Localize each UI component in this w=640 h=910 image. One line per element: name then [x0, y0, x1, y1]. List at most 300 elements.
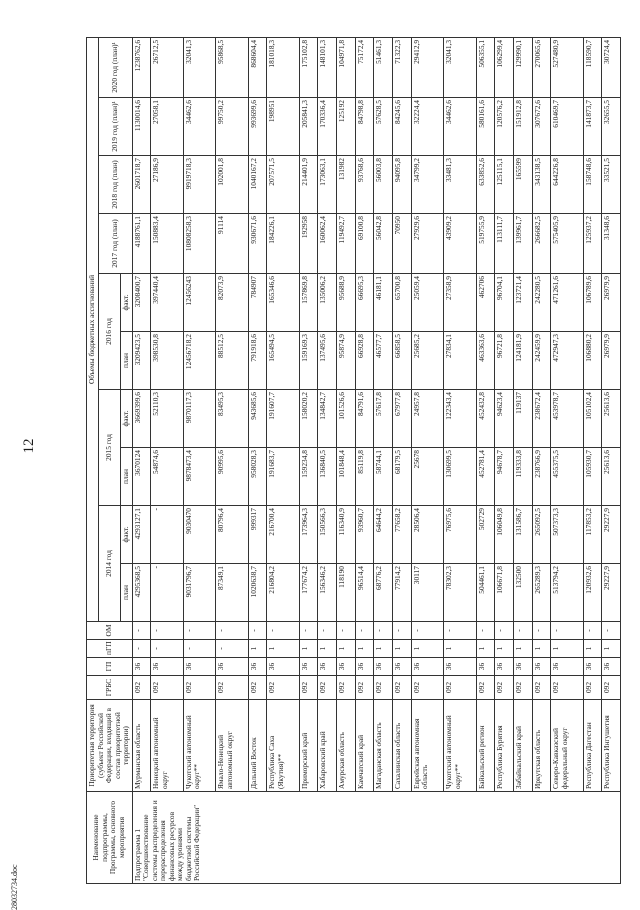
value-cell: 34462,6 — [444, 98, 476, 156]
table-row — [551, 37, 583, 883]
value-cell: 29227,9 — [602, 506, 621, 564]
header-2020: 2020 год (план)¹ — [98, 37, 132, 97]
value-cell: 66695,3 — [355, 274, 374, 332]
gp-cell: 36 — [267, 658, 299, 676]
value-cell: 95688,9 — [337, 274, 356, 332]
gp-cell: 36 — [411, 658, 443, 676]
territory-cell: Чукотский автономный округ** — [444, 700, 476, 792]
pgp-cell: 1 — [299, 640, 318, 658]
value-cell: 159234,8 — [299, 448, 318, 506]
value-cell: 452432,8 — [476, 390, 495, 448]
value-cell: 242459,9 — [532, 332, 551, 390]
pgp-cell: 1 — [318, 640, 337, 658]
value-cell: 158020,2 — [299, 390, 318, 448]
value-cell: 96514,4 — [355, 564, 374, 622]
value-cell: 136840,5 — [318, 448, 337, 506]
value-cell: 4293127,1 — [132, 506, 151, 564]
value-cell: 70950 — [392, 214, 411, 274]
value-cell: 343138,5 — [532, 156, 551, 214]
value-cell: 580161,6 — [476, 98, 495, 156]
value-cell: 3669399,6 — [132, 390, 151, 448]
table-row — [216, 37, 248, 883]
value-cell: 462706 — [476, 274, 495, 332]
pgp-cell: 1 — [495, 640, 514, 658]
table-row — [267, 37, 299, 883]
territory-cell: Ямало-Ненецкий автономный округ — [216, 700, 248, 792]
value-cell: 170336,4 — [318, 98, 337, 156]
gp-cell: 36 — [299, 658, 318, 676]
value-cell: 184226,1 — [267, 214, 299, 274]
value-cell: 77658,2 — [392, 506, 411, 564]
territory-cell: Амурская область — [337, 700, 356, 792]
header-2014-plan: план — [121, 564, 133, 622]
gp-cell: 36 — [183, 658, 215, 676]
pgp-cell: 1 — [583, 640, 602, 658]
grbs-cell: 092 — [299, 676, 318, 700]
value-cell: 58744,1 — [374, 448, 393, 506]
value-cell: 4295368,5 — [132, 564, 151, 622]
value-cell: 51461,3 — [374, 37, 393, 97]
gp-cell: 36 — [248, 658, 267, 676]
table-row — [495, 37, 514, 883]
om-cell: - — [476, 622, 495, 640]
value-cell: 191607,7 — [267, 390, 299, 448]
value-cell: 29227,9 — [602, 564, 621, 622]
grbs-cell: 092 — [476, 676, 495, 700]
value-cell: 27186,9 — [151, 156, 183, 214]
value-cell: 94678,7 — [495, 448, 514, 506]
table-row — [392, 37, 411, 883]
value-cell: 1238762,6 — [132, 37, 151, 97]
value-cell: 125937,2 — [583, 214, 602, 274]
gp-cell: 36 — [602, 658, 621, 676]
gp-cell: 36 — [216, 658, 248, 676]
gp-cell: 36 — [532, 658, 551, 676]
value-cell: 83495,3 — [216, 390, 248, 448]
value-cell: 265092,5 — [532, 506, 551, 564]
value-cell: 26712,5 — [151, 37, 183, 97]
gp-cell: 36 — [476, 658, 495, 676]
value-cell: 34799,2 — [411, 156, 443, 214]
territory-cell: Забайкальский край — [513, 700, 532, 792]
pgp-cell: - — [216, 640, 248, 658]
header-2017: 2017 год (план) — [98, 214, 132, 274]
value-cell: 105930,7 — [583, 448, 602, 506]
table-row — [151, 37, 183, 883]
value-cell: 106789,6 — [583, 274, 602, 332]
value-cell: 54874,6 — [151, 448, 183, 506]
value-cell: 463363,6 — [476, 332, 495, 390]
value-cell: 120932,6 — [583, 564, 602, 622]
value-cell: 32041,3 — [183, 37, 215, 97]
header-2014: 2014 год — [98, 506, 121, 622]
value-cell: 453978,7 — [551, 390, 583, 448]
territory-cell: Камчатский край — [355, 700, 374, 792]
value-cell: 452781,4 — [476, 448, 495, 506]
value-cell: 71322,3 — [392, 37, 411, 97]
grbs-cell: 092 — [583, 676, 602, 700]
value-cell: 141873,7 — [583, 98, 602, 156]
budget-table-container — [86, 38, 610, 884]
pgp-cell: 1 — [602, 640, 621, 658]
value-cell: 397440,4 — [151, 274, 183, 332]
value-cell: 633852,6 — [476, 156, 495, 214]
om-cell: - — [551, 622, 583, 640]
gp-cell: 36 — [374, 658, 393, 676]
footer-filename: 28032734.doc — [10, 864, 19, 910]
value-cell: 32224,4 — [411, 98, 443, 156]
pgp-cell: 1 — [532, 640, 551, 658]
value-cell: 65700,8 — [392, 274, 411, 332]
grbs-cell: 092 — [216, 676, 248, 700]
value-cell: 84245,6 — [392, 98, 411, 156]
value-cell: 192958 — [299, 214, 318, 274]
value-cell: 67977,8 — [392, 390, 411, 448]
value-cell: 173063,1 — [318, 156, 337, 214]
value-cell: 270065,6 — [532, 37, 551, 97]
om-cell: - — [183, 622, 215, 640]
value-cell: 125192 — [337, 98, 356, 156]
table-row — [532, 37, 551, 883]
table-row — [318, 37, 337, 883]
value-cell: 9919718,3 — [183, 156, 215, 214]
om-cell: - — [216, 622, 248, 640]
pgp-cell: 1 — [337, 640, 356, 658]
value-cell: 96721,8 — [495, 332, 514, 390]
value-cell: 527480,9 — [551, 37, 583, 97]
value-cell: 205841,3 — [299, 98, 318, 156]
pgp-cell: 1 — [513, 640, 532, 658]
value-cell: 2601718,7 — [132, 156, 151, 214]
value-cell: 52110,3 — [151, 390, 183, 448]
value-cell: 101848,4 — [337, 448, 356, 506]
page-number: 12 — [21, 438, 37, 454]
value-cell: 12456243 — [183, 274, 215, 332]
table-body — [132, 37, 620, 883]
om-cell: - — [583, 622, 602, 640]
value-cell: 26979,9 — [602, 274, 621, 332]
value-cell: 33521,5 — [602, 156, 621, 214]
grbs-cell: 092 — [132, 676, 151, 700]
value-cell: 80796,4 — [216, 506, 248, 564]
value-cell: 29412,9 — [411, 37, 443, 97]
value-cell: 159169,3 — [299, 332, 318, 390]
value-cell: 119492,7 — [337, 214, 356, 274]
header-pgp: пГП — [87, 640, 133, 658]
value-cell: 151912,8 — [513, 98, 532, 156]
value-cell: 148101,3 — [318, 37, 337, 97]
value-cell: 160062,4 — [318, 214, 337, 274]
territory-cell: Сахалинская область — [392, 700, 411, 792]
grbs-cell: 092 — [318, 676, 337, 700]
value-cell: 99750,2 — [216, 98, 248, 156]
value-cell: 106049,8 — [495, 506, 514, 564]
value-cell: 506355,1 — [476, 37, 495, 97]
value-cell: 95874,9 — [337, 332, 356, 390]
value-cell: 131586,7 — [513, 506, 532, 564]
value-cell: - — [151, 564, 183, 622]
value-cell: - — [151, 506, 183, 564]
value-cell: 82073,9 — [216, 274, 248, 332]
value-cell: 32655,5 — [602, 98, 621, 156]
header-gp: ГП — [87, 658, 133, 676]
territory-cell: Мурманская область — [132, 700, 151, 792]
value-cell: 116340,9 — [337, 506, 356, 564]
pgp-cell: 1 — [355, 640, 374, 658]
value-cell: 472947,3 — [551, 332, 583, 390]
value-cell: 644226,8 — [551, 156, 583, 214]
header-2014-fact: факт. — [121, 506, 133, 564]
value-cell: 207571,5 — [267, 156, 299, 214]
table-row — [183, 37, 215, 883]
value-cell: 28506,4 — [411, 506, 443, 564]
value-cell: 43909,2 — [444, 214, 476, 274]
value-cell: 25613,6 — [602, 390, 621, 448]
value-cell: 33481,3 — [444, 156, 476, 214]
om-cell: - — [444, 622, 476, 640]
grbs-cell: 092 — [248, 676, 267, 700]
pgp-cell: 1 — [476, 640, 495, 658]
budget-table — [86, 37, 621, 884]
header-grbs: ГРБС — [87, 676, 133, 700]
value-cell: 137495,6 — [318, 332, 337, 390]
om-cell: - — [151, 622, 183, 640]
value-cell: 66858,5 — [392, 332, 411, 390]
value-cell: 27358,9 — [444, 274, 476, 332]
value-cell: 104971,8 — [337, 37, 356, 97]
value-cell: 150883,4 — [151, 214, 183, 274]
value-cell: 78302,3 — [444, 564, 476, 622]
value-cell: 26979,9 — [602, 332, 621, 390]
value-cell: 106671,8 — [495, 564, 514, 622]
territory-cell: Байкальский регион — [476, 700, 495, 792]
value-cell: 868604,4 — [248, 37, 267, 97]
value-cell: 9031796,7 — [183, 564, 215, 622]
value-cell: 173964,3 — [299, 506, 318, 564]
value-cell: 307672,6 — [532, 98, 551, 156]
value-cell: 85119,8 — [355, 448, 374, 506]
value-cell: 27929,6 — [411, 214, 443, 274]
pgp-cell: 1 — [411, 640, 443, 658]
value-cell: 118190 — [337, 564, 356, 622]
value-cell: 3208400,7 — [132, 274, 151, 332]
value-cell: 119333,8 — [513, 448, 532, 506]
territory-cell: Ненецкий автономный округ — [151, 700, 183, 792]
gp-cell: 36 — [318, 658, 337, 676]
value-cell: 46181,1 — [374, 274, 393, 332]
pgp-cell: 1 — [267, 640, 299, 658]
value-cell: 4188761,1 — [132, 214, 151, 274]
value-cell: 25059,4 — [411, 274, 443, 332]
value-cell: 76975,6 — [444, 506, 476, 564]
territory-cell: Республика Ингушетия — [602, 700, 621, 792]
value-cell: 610469,7 — [551, 98, 583, 156]
pgp-cell: 1 — [551, 640, 583, 658]
pgp-cell: - — [132, 640, 151, 658]
header-2015: 2015 год — [98, 390, 121, 506]
om-cell: - — [495, 622, 514, 640]
value-cell: 165494,5 — [267, 332, 299, 390]
value-cell: 118590,7 — [583, 37, 602, 97]
territory-cell: Еврейская автономная область — [411, 700, 443, 792]
value-cell: 96704,1 — [495, 274, 514, 332]
value-cell: 84791,6 — [355, 390, 374, 448]
value-cell: 106880,2 — [583, 332, 602, 390]
om-cell: - — [355, 622, 374, 640]
header-volumes: Объемы бюджетных ассигнований — [87, 37, 99, 621]
grbs-cell: 092 — [444, 676, 476, 700]
territory-cell: Республика Дагестан — [583, 700, 602, 792]
value-cell: 10808258,3 — [183, 214, 215, 274]
value-cell: 216804,2 — [267, 564, 299, 622]
grbs-cell: 092 — [495, 676, 514, 700]
value-cell: 266682,5 — [532, 214, 551, 274]
header-2016-plan: план — [121, 332, 133, 390]
grbs-cell: 092 — [602, 676, 621, 700]
grbs-cell: 092 — [337, 676, 356, 700]
value-cell: 32041,3 — [444, 37, 476, 97]
gp-cell: 36 — [355, 658, 374, 676]
value-cell: 56003,8 — [374, 156, 393, 214]
value-cell: 3670124 — [132, 448, 151, 506]
value-cell: 120576,2 — [495, 98, 514, 156]
gp-cell: 36 — [337, 658, 356, 676]
territory-cell: Северо-Кавказский федеральный округ — [551, 700, 583, 792]
om-cell: - — [602, 622, 621, 640]
value-cell: 165599 — [513, 156, 532, 214]
value-cell: 139961,7 — [513, 214, 532, 274]
grbs-cell: 092 — [183, 676, 215, 700]
gp-cell: 36 — [583, 658, 602, 676]
value-cell: 507373,3 — [551, 506, 583, 564]
value-cell: 88512,5 — [216, 332, 248, 390]
table-row — [248, 37, 267, 883]
om-cell: - — [267, 622, 299, 640]
value-cell: 84798,8 — [355, 98, 374, 156]
territory-cell: Чукотский автономный округ** — [183, 700, 215, 792]
value-cell: 519755,9 — [476, 214, 495, 274]
value-cell: 27834,1 — [444, 332, 476, 390]
value-cell: 25613,6 — [602, 448, 621, 506]
header-2015-fact: факт. — [121, 390, 133, 448]
value-cell: 132500 — [513, 564, 532, 622]
territory-cell: Дальний Восток — [248, 700, 267, 792]
value-cell: 943685,6 — [248, 390, 267, 448]
grbs-cell: 092 — [513, 676, 532, 700]
value-cell: 156346,2 — [318, 564, 337, 622]
pgp-cell: 1 — [444, 640, 476, 658]
value-cell: 105102,4 — [583, 390, 602, 448]
om-cell: - — [374, 622, 393, 640]
header-om: ОМ — [87, 622, 133, 640]
value-cell: 93768,6 — [355, 156, 374, 214]
value-cell: 191683,7 — [267, 448, 299, 506]
table-row — [132, 37, 151, 883]
value-cell: 999317 — [248, 506, 267, 564]
value-cell: 455375,5 — [551, 448, 583, 506]
value-cell: 175102,8 — [299, 37, 318, 97]
pgp-cell: 1 — [392, 640, 411, 658]
value-cell: 69100,8 — [355, 214, 374, 274]
gp-cell: 36 — [495, 658, 514, 676]
value-cell: 25678 — [411, 448, 443, 506]
value-cell: 177674,2 — [299, 564, 318, 622]
grbs-cell: 092 — [532, 676, 551, 700]
territory-cell: Иркутская область — [532, 700, 551, 792]
value-cell: 125115,1 — [495, 156, 514, 214]
value-cell: 398530,8 — [151, 332, 183, 390]
om-cell: - — [337, 622, 356, 640]
pgp-cell: 1 — [374, 640, 393, 658]
value-cell: 784907 — [248, 274, 267, 332]
value-cell: 134842,7 — [318, 390, 337, 448]
value-cell: 75172,4 — [355, 37, 374, 97]
value-cell: 90995,6 — [216, 448, 248, 506]
value-cell: 165346,6 — [267, 274, 299, 332]
grbs-cell: 092 — [392, 676, 411, 700]
value-cell: 131982 — [337, 156, 356, 214]
value-cell: 101526,6 — [337, 390, 356, 448]
value-cell: 9870117,3 — [183, 390, 215, 448]
value-cell: 68776,2 — [374, 564, 393, 622]
pgp-cell: - — [151, 640, 183, 658]
value-cell: 57628,5 — [374, 98, 393, 156]
value-cell: 93960,7 — [355, 506, 374, 564]
table-row — [476, 37, 495, 883]
gp-cell: 36 — [551, 658, 583, 676]
value-cell: 1130014,6 — [132, 98, 151, 156]
header-2018: 2018 год (план) — [98, 156, 132, 214]
value-cell: 34462,6 — [183, 98, 215, 156]
table-row — [411, 37, 443, 883]
om-cell: - — [318, 622, 337, 640]
table-row — [374, 37, 393, 883]
value-cell: 124181,9 — [513, 332, 532, 390]
value-cell: 30724,4 — [602, 37, 621, 97]
value-cell: 77914,2 — [392, 564, 411, 622]
gp-cell: 36 — [392, 658, 411, 676]
value-cell: 504461,1 — [476, 564, 495, 622]
grbs-cell: 092 — [355, 676, 374, 700]
value-cell: 68179,5 — [392, 448, 411, 506]
value-cell: 91114 — [216, 214, 248, 274]
value-cell: 117853,2 — [583, 506, 602, 564]
table-row — [602, 37, 621, 883]
value-cell: 31348,6 — [602, 214, 621, 274]
om-cell: - — [411, 622, 443, 640]
value-cell: 198951 — [267, 98, 299, 156]
value-cell: 958028,3 — [248, 448, 267, 506]
grbs-cell: 092 — [374, 676, 393, 700]
om-cell: - — [132, 622, 151, 640]
territory-cell: Хабаровский край — [318, 700, 337, 792]
gp-cell: 36 — [132, 658, 151, 676]
grbs-cell: 092 — [411, 676, 443, 700]
gp-cell: 36 — [444, 658, 476, 676]
value-cell: 27058,1 — [151, 98, 183, 156]
om-cell: - — [392, 622, 411, 640]
value-cell: 12456718,2 — [183, 332, 215, 390]
value-cell: 216700,4 — [267, 506, 299, 564]
value-cell: 513794,2 — [551, 564, 583, 622]
value-cell: 94095,8 — [392, 156, 411, 214]
header-2015-plan: план — [121, 448, 133, 506]
program-name-cell: Подпрограмма 1 "Совершенствование системы распределения и перераспределения финансовых ресурсов между уровнями бюджетной системы Российской Федерации" — [132, 792, 620, 884]
value-cell: 135006,2 — [318, 274, 337, 332]
value-cell: 95868,5 — [216, 37, 248, 97]
pgp-cell: 1 — [248, 640, 267, 658]
om-cell: - — [248, 622, 267, 640]
